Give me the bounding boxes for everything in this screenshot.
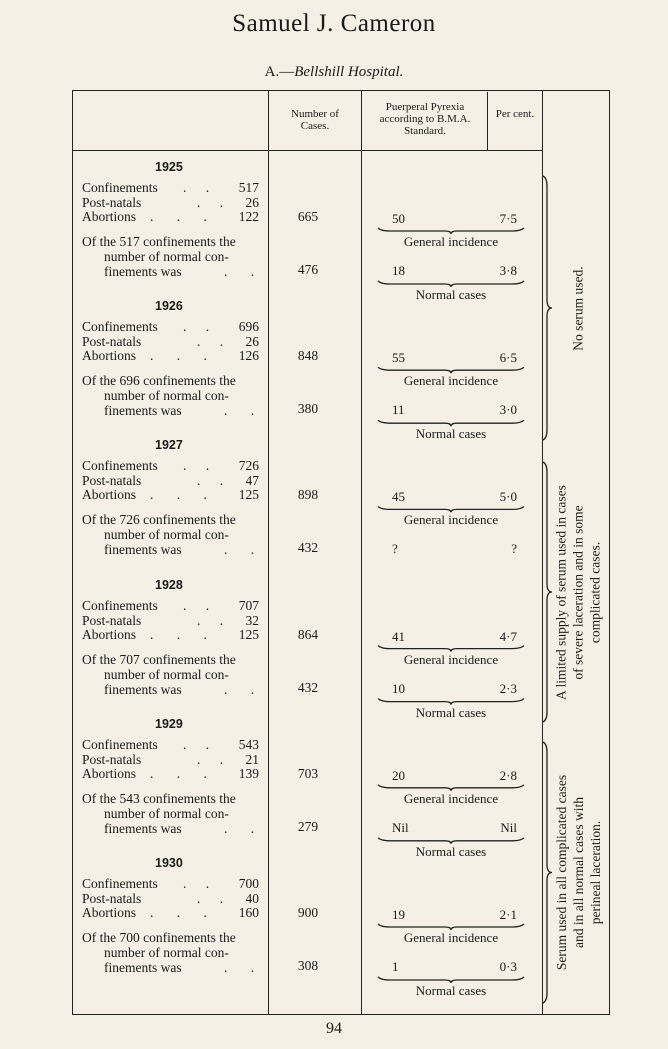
postnatals-dots: . . bbox=[197, 195, 232, 210]
abortions-label: Abortions bbox=[82, 765, 136, 781]
general-caption: General incidence bbox=[403, 373, 499, 389]
normal-brace bbox=[378, 977, 524, 983]
confinements-label: Confinements bbox=[82, 876, 158, 891]
side-note-line: of severe laceration and in some bbox=[570, 504, 586, 680]
general-pyrexia: 50 bbox=[392, 211, 405, 226]
general-percent: 7·5 bbox=[499, 211, 517, 226]
general-pyrexia: 19 bbox=[392, 907, 405, 922]
general-caption: General incidence bbox=[403, 651, 499, 667]
normal-cases: 432 bbox=[297, 540, 319, 556]
normal-caption: Normal cases bbox=[415, 843, 487, 859]
normal-text-line-1: Of the 700 confinements the bbox=[82, 930, 236, 945]
total-cases: 703 bbox=[297, 765, 319, 781]
was-dots: . . bbox=[224, 403, 265, 419]
general-caption: General incidence bbox=[403, 512, 499, 528]
side-note-line: perineal laceration. bbox=[587, 820, 603, 925]
normal-percent: 2·3 bbox=[499, 680, 517, 696]
normal-percent: ? bbox=[511, 541, 517, 557]
side-brace-0 bbox=[543, 176, 552, 440]
year-heading: 1928 bbox=[155, 577, 183, 592]
postnatals-dots: . . bbox=[197, 751, 232, 767]
normal-text-line-3: finements was bbox=[104, 960, 182, 975]
normal-pyrexia: ? bbox=[392, 541, 398, 557]
normal-brace bbox=[378, 699, 524, 705]
abortions-dots: . . . bbox=[150, 348, 217, 364]
total-cases: 900 bbox=[297, 905, 319, 920]
general-percent: 6·5 bbox=[499, 350, 517, 366]
normal-percent: Nil bbox=[500, 819, 517, 835]
abortions-value: 139 bbox=[238, 765, 259, 781]
abortions-label: Abortions bbox=[82, 626, 136, 642]
abortions-dots: . . . bbox=[150, 487, 217, 503]
normal-caption: Normal cases bbox=[415, 426, 487, 442]
abortions-label: Abortions bbox=[82, 905, 136, 920]
abortions-value: 126 bbox=[238, 348, 259, 364]
normal-percent: 3·8 bbox=[499, 263, 517, 278]
was-dots: . . bbox=[224, 264, 265, 279]
normal-pyrexia: 10 bbox=[392, 680, 405, 696]
abortions-label: Abortions bbox=[82, 487, 136, 503]
normal-brace bbox=[378, 281, 524, 287]
normal-text-line-1: Of the 726 confinements the bbox=[82, 512, 236, 528]
abortions-dots: . . . bbox=[150, 209, 217, 224]
was-dots: . . bbox=[224, 681, 265, 697]
normal-text-line-2: number of normal con- bbox=[104, 805, 229, 821]
general-percent: 4·7 bbox=[499, 628, 517, 644]
abortions-value: 122 bbox=[238, 209, 259, 224]
confinements-value: 696 bbox=[238, 319, 259, 335]
postnatals-label: Post-natals bbox=[82, 612, 142, 628]
general-percent: 5·0 bbox=[499, 489, 517, 505]
normal-text-line-2: number of normal con- bbox=[104, 249, 229, 264]
normal-text-line-2: number of normal con- bbox=[104, 388, 229, 404]
general-brace bbox=[378, 646, 524, 652]
general-brace bbox=[378, 785, 524, 791]
year-heading: 1926 bbox=[155, 299, 183, 314]
confinements-label: Confinements bbox=[82, 180, 158, 195]
confinements-dots: . . bbox=[183, 180, 218, 195]
subtitle-prefix: A.— bbox=[264, 64, 295, 80]
confinements-value: 700 bbox=[238, 876, 259, 891]
normal-caption: Normal cases bbox=[415, 704, 487, 720]
normal-text-line-2: number of normal con- bbox=[104, 945, 229, 960]
general-brace bbox=[378, 228, 524, 234]
postnatals-value: 47 bbox=[245, 473, 259, 489]
postnatals-dots: . . bbox=[197, 891, 232, 906]
normal-cases: 432 bbox=[297, 679, 319, 695]
normal-cases: 476 bbox=[297, 262, 319, 277]
header-per-cent: Per cent. bbox=[495, 108, 535, 120]
general-brace bbox=[378, 506, 524, 512]
normal-brace bbox=[378, 420, 524, 426]
normal-pyrexia: 11 bbox=[392, 402, 405, 418]
abortions-label: Abortions bbox=[82, 209, 136, 224]
normal-percent: 0·3 bbox=[499, 959, 517, 974]
normal-text-line-3: finements was bbox=[104, 542, 182, 558]
normal-text-line-2: number of normal con- bbox=[104, 527, 229, 543]
normal-text-line-3: finements was bbox=[104, 681, 182, 697]
was-dots: . . bbox=[224, 542, 265, 558]
normal-cases: 308 bbox=[297, 958, 319, 973]
year-heading: 1925 bbox=[155, 160, 183, 174]
normal-text-line-1: Of the 707 confinements the bbox=[82, 651, 236, 667]
abortions-value: 160 bbox=[238, 905, 259, 920]
total-cases: 864 bbox=[297, 626, 319, 642]
postnatals-dots: . . bbox=[197, 334, 232, 350]
postnatals-value: 21 bbox=[245, 751, 259, 767]
total-cases: 848 bbox=[297, 348, 319, 364]
side-note-2 bbox=[553, 742, 604, 1003]
postnatals-label: Post-natals bbox=[82, 751, 142, 767]
year-heading: 1929 bbox=[155, 716, 183, 731]
year-heading: 1927 bbox=[155, 438, 183, 453]
side-note-line: No serum used. bbox=[570, 265, 586, 351]
confinements-value: 726 bbox=[238, 458, 259, 474]
abortions-value: 125 bbox=[238, 487, 259, 503]
normal-text-line-1: Of the 543 confinements the bbox=[82, 790, 236, 806]
side-note-line: Serum used in all complicated cases bbox=[553, 774, 569, 971]
normal-pyrexia: 18 bbox=[392, 263, 405, 278]
general-percent: 2·1 bbox=[499, 907, 517, 922]
general-pyrexia: 41 bbox=[392, 628, 405, 644]
normal-cases: 380 bbox=[297, 401, 319, 417]
confinements-value: 517 bbox=[238, 180, 259, 195]
confinements-dots: . . bbox=[183, 876, 218, 891]
confinements-label: Confinements bbox=[82, 597, 158, 613]
normal-text-line-3: finements was bbox=[104, 820, 182, 836]
normal-brace bbox=[378, 838, 524, 844]
header-puerperal-pyrexia: Puerperal Pyrexia according to B.M.A. Standard. bbox=[379, 101, 471, 137]
year-heading: 1930 bbox=[155, 856, 183, 870]
header-number-of-cases: Number of Cases. bbox=[291, 108, 339, 132]
total-cases: 898 bbox=[297, 487, 319, 503]
confinements-label: Confinements bbox=[82, 736, 158, 752]
normal-text-line-1: Of the 696 confinements the bbox=[82, 373, 236, 389]
was-dots: . . bbox=[224, 820, 265, 836]
normal-cases: 279 bbox=[297, 818, 319, 834]
normal-percent: 3·0 bbox=[499, 402, 517, 418]
confinements-dots: . . bbox=[183, 736, 218, 752]
general-pyrexia: 20 bbox=[392, 767, 405, 783]
postnatals-value: 32 bbox=[245, 612, 259, 628]
normal-text-line-3: finements was bbox=[104, 403, 182, 419]
general-caption: General incidence bbox=[403, 234, 499, 249]
abortions-dots: . . . bbox=[150, 905, 217, 920]
postnatals-label: Post-natals bbox=[82, 195, 142, 210]
side-note-line: complicated cases. bbox=[587, 541, 603, 643]
confinements-dots: . . bbox=[183, 597, 218, 613]
side-note-line: A limited supply of serum used in cases bbox=[553, 484, 569, 700]
general-percent: 2·8 bbox=[499, 767, 517, 783]
normal-text-line-2: number of normal con- bbox=[104, 666, 229, 682]
general-caption: General incidence bbox=[403, 930, 499, 945]
side-note-0 bbox=[570, 176, 587, 440]
postnatals-dots: . . bbox=[197, 612, 232, 628]
normal-caption: Normal cases bbox=[415, 983, 487, 998]
general-brace bbox=[378, 367, 524, 373]
postnatals-label: Post-natals bbox=[82, 334, 142, 350]
confinements-dots: . . bbox=[183, 458, 218, 474]
side-brace-2 bbox=[543, 742, 552, 1003]
general-pyrexia: 55 bbox=[392, 350, 405, 366]
postnatals-label: Post-natals bbox=[82, 891, 142, 906]
abortions-dots: . . . bbox=[150, 626, 217, 642]
confinements-label: Confinements bbox=[82, 458, 158, 474]
normal-pyrexia: Nil bbox=[392, 819, 409, 835]
abortions-dots: . . . bbox=[150, 765, 217, 781]
was-dots: . . bbox=[224, 960, 265, 975]
normal-text-line-1: Of the 517 confinements the bbox=[82, 234, 236, 249]
page-title: Samuel J. Cameron bbox=[232, 10, 436, 37]
postnatals-dots: . . bbox=[197, 473, 232, 489]
postnatals-value: 40 bbox=[245, 891, 259, 906]
general-pyrexia: 45 bbox=[392, 489, 405, 505]
confinements-value: 707 bbox=[238, 597, 259, 613]
subtitle-hospital: Bellshill Hospital. bbox=[294, 64, 404, 80]
normal-caption: Normal cases bbox=[415, 287, 487, 302]
postnatals-value: 26 bbox=[245, 334, 259, 350]
abortions-value: 125 bbox=[238, 626, 259, 642]
side-note-1 bbox=[553, 462, 604, 722]
postnatals-label: Post-natals bbox=[82, 473, 142, 489]
page-number: 94 bbox=[326, 1020, 342, 1037]
postnatals-value: 26 bbox=[245, 195, 259, 210]
abortions-label: Abortions bbox=[82, 348, 136, 364]
general-caption: General incidence bbox=[403, 790, 499, 806]
confinements-label: Confinements bbox=[82, 319, 158, 335]
side-note-line: and in all normal cases with bbox=[570, 796, 586, 949]
total-cases: 665 bbox=[297, 209, 319, 224]
normal-pyrexia: 1 bbox=[392, 959, 399, 974]
confinements-value: 543 bbox=[238, 736, 259, 752]
confinements-dots: . . bbox=[183, 319, 218, 335]
normal-text-line-3: finements was bbox=[104, 264, 182, 279]
side-brace-1 bbox=[543, 462, 552, 722]
general-brace bbox=[378, 924, 524, 930]
